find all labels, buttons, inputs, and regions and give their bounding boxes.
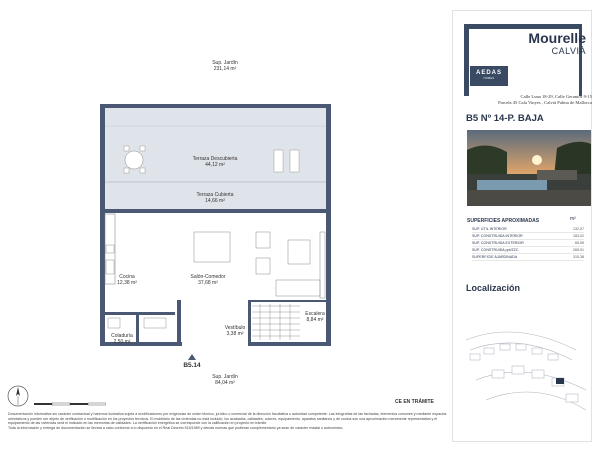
surface-row: SUP. CONSTRUIDA ppt/ZZC 265,91 xyxy=(472,248,584,252)
surfaces-title: SUPERFICIES APROXIMADAS xyxy=(467,218,540,224)
surface-row: SUP. CONSTRUIDA EXTERIOR 65,59 xyxy=(472,241,584,245)
surfaces-unit: m² xyxy=(570,216,576,222)
unit-title: B5 Nº 14-P. BAJA xyxy=(466,113,544,124)
surface-row: SUP. CONSTRUIDA INTERIOR 183,02 xyxy=(472,234,584,238)
label-terraza-descubierta: Terraza Descubierta 44,12 m² xyxy=(192,156,238,168)
disclaimer-text-2: Toda la información y entrega de documentación se llevará a cabo conforme a lo dispuesto en el Real Decreto 515/1989 y demás normas que pudieran complementarlo ya sean de carácter estatal o autonómico. xyxy=(8,425,344,430)
location-map xyxy=(456,320,592,440)
ce-status: CE EN TRÁMITE xyxy=(395,399,434,405)
address-line-2: Parcela 45 Cala Vinyes , Calvià Palma de Mallorca xyxy=(498,100,592,105)
brand-name: Mourelle xyxy=(528,30,586,46)
surface-row: SUP. ÚTIL INTERIOR 132,07 xyxy=(472,227,584,231)
label-coladuria: Coladuría 2,50 m² xyxy=(111,333,133,345)
address xyxy=(456,94,592,106)
property-photo xyxy=(467,130,591,206)
label-cocina: Cocina 12,38 m² xyxy=(117,274,137,286)
label-jardin-top: Sup. Jardín 231,14 m² xyxy=(212,60,238,72)
address-line-1: Calle Luna 18-29, Calle Geranios 9-15 xyxy=(520,94,592,99)
location-title: Localización xyxy=(466,283,521,293)
label-jardin-bottom: Sup. Jardín 84,04 m² xyxy=(212,374,238,386)
disclaimer-text: Documentación informativa sin carácter contractual y haremos ilustrativa sujeta a modificaciones por exigencias de orden técnico, jurídico o comercial de la dirección facultativa o autoridad competente. Las infografías de las fachadas, elementos comunes y mediante espacios orientativos y pueden ser objeto de verificación o modificación en los proyectos técnicos. El mobiliario de las viviendas no está incluido, los acabados, calidades, colores, equipamiento, aparatos sanitarios y de cocina son una aproximación meramente representativa y el equipamiento de las viviendas será el indicado en las memorias de calidades. La certificación energética se corresponde con la calificación en proyecto en trámite. xyxy=(8,412,447,426)
north-compass-icon xyxy=(6,384,30,408)
surfaces-table xyxy=(472,226,584,261)
unit-tag: B5.14 xyxy=(183,362,201,369)
label-vestibulo: Vestíbulo 3,38 m² xyxy=(224,325,246,337)
brand-city: CALVIÀ xyxy=(551,46,586,56)
label-terraza-cubierta: Terraza Cubierta 14,66 m² xyxy=(196,192,234,204)
label-escalera: Escalera 8,84 m² xyxy=(305,311,325,323)
surface-row: SUPERFICIE AJARDINADA 315,38 xyxy=(472,255,584,259)
aedas-logo: AEDAS HOMES xyxy=(470,66,508,86)
disclaimer xyxy=(8,412,448,430)
entrance-arrow-icon xyxy=(188,354,196,360)
scale-bar xyxy=(34,402,106,408)
label-salon: Salón-Comedor 37,68 m² xyxy=(190,274,226,286)
